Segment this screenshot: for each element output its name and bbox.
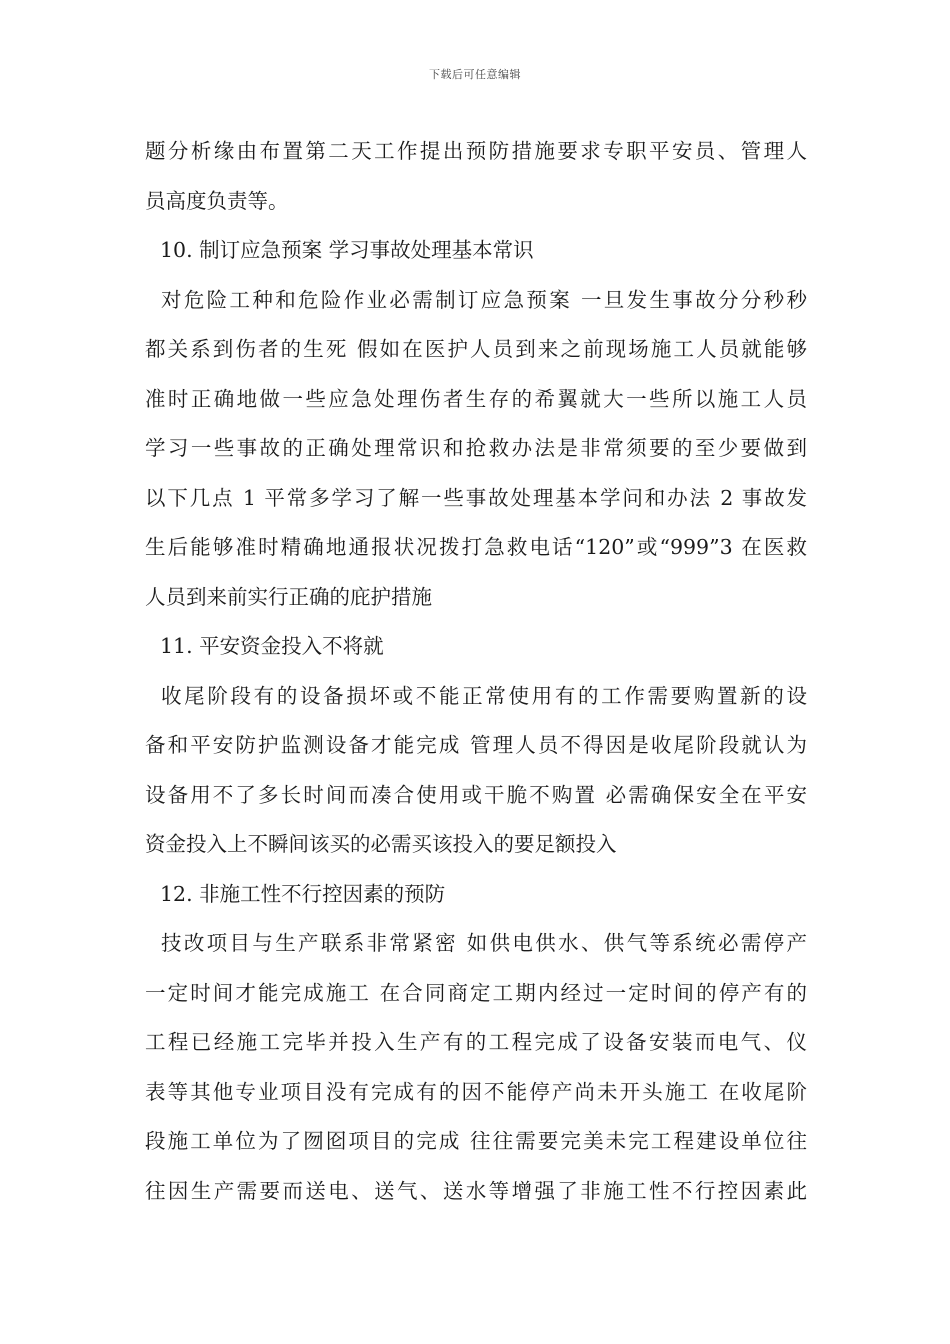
body-line: 收尾阶段有的设备损坏或不能正常使用有的工作需要购置新的设 [161, 683, 807, 708]
page-header-note: 下载后可任意编辑 [429, 68, 521, 81]
body-line: 学习一些事故的正确处理常识和抢救办法是非常须要的至少要做到 [145, 436, 807, 460]
body-line: 资金投入上不瞬间该买的必需买该投入的要足额投入 [145, 832, 617, 856]
body-line: 一定时间才能完成施工 在合同商定工期内经过一定时间的停产有的 [145, 980, 807, 1005]
body-line: 往因生产需要而送电、送气、送水等增强了非施工性不行控因素此 [145, 1178, 807, 1203]
body-line: 人员到来前实行正确的庇护措施 [145, 584, 432, 609]
body-line: 员高度负责等。 [145, 188, 289, 213]
body-line: 题分析缘由布置第二天工作提出预防措施要求专职平安员、管理人 [145, 139, 807, 163]
body-line: 生后能够准时精确地通报状况拨打急救电话“120”或“999”3 在医救 [145, 535, 807, 559]
section-heading-11: 11. 平安资金投入不将就 [160, 634, 384, 658]
body-line: 设备用不了多长时间而凑合使用或干脆不购置 必需确保安全在平安 [145, 782, 807, 807]
body-line: 准时正确地做一些应急处理伤者生存的希翼就大一些所以施工人员 [145, 386, 807, 411]
document-body [145, 127, 807, 1216]
body-line: 以下几点 1 平常多学习了解一些事故处理基本学问和办法 2 事故发 [145, 485, 807, 510]
body-line: 工程已经施工完毕并投入生产有的工程完成了设备安装而电气、仪 [145, 1030, 807, 1054]
body-line: 段施工单位为了囫囵项目的完成 往往需要完美未完工程建设单位往 [145, 1129, 807, 1153]
body-line: 表等其他专业项目没有完成有的因不能停产尚未开头施工 在收尾阶 [145, 1079, 807, 1104]
body-line: 备和平安防护监测设备才能完成 管理人员不得因是收尾阶段就认为 [145, 733, 807, 757]
body-line: 对危险工种和危险作业必需制订应急预案 一旦发生事故分分秒秒 [161, 287, 807, 312]
body-line: 技改项目与生产联系非常紧密 如供电供水、供气等系统必需停产 [161, 931, 807, 955]
section-heading-12: 12. 非施工性不行控因素的预防 [160, 881, 446, 906]
body-line: 都关系到伤者的生死 假如在医护人员到来之前现场施工人员就能够 [145, 337, 807, 361]
section-heading-10: 10. 制订应急预案 学习事故处理基本常识 [160, 238, 534, 262]
